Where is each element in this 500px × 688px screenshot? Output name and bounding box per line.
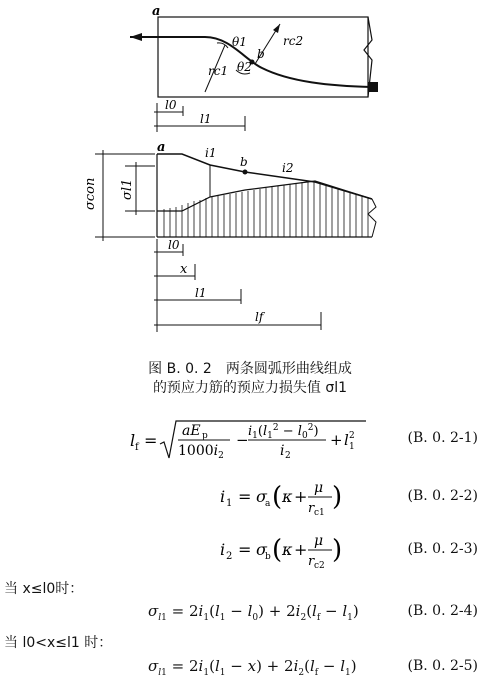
svg-text:1: 1: [349, 442, 355, 452]
svg-text:σ: σ: [256, 487, 267, 506]
svg-text:c2: c2: [314, 561, 325, 571]
svg-text:κ: κ: [282, 540, 293, 559]
label-theta2: θ2: [237, 60, 252, 74]
dim-x: x: [180, 262, 188, 277]
label-theta1: θ1: [232, 35, 247, 49]
svg-text:−: −: [236, 431, 249, 449]
condition-1: 当 x≤l0时：: [4, 581, 84, 597]
svg-text:i: i: [280, 443, 285, 459]
dim-l0-bottom: l0: [168, 238, 180, 252]
label-i1: i1: [205, 146, 217, 160]
equation-b023-formula: [220, 529, 370, 573]
label-rc2: rc2: [283, 34, 304, 48]
dim-l0-top: l0: [165, 98, 177, 112]
equation-b025: [0, 653, 500, 681]
equation-number-3: (B. 0. 2-3): [407, 541, 478, 557]
svg-text:+: +: [330, 431, 343, 449]
svg-text:1: 1: [226, 498, 233, 509]
svg-text:a: a: [265, 499, 271, 509]
svg-text:σ: σ: [256, 540, 267, 559]
equation-number-5: (B. 0. 2-5): [407, 658, 478, 674]
label-b-diagram: b: [240, 155, 248, 169]
svg-text:2: 2: [285, 451, 291, 461]
svg-text:): ): [332, 535, 343, 565]
anchorage: [368, 82, 378, 92]
equation-b023: [0, 529, 500, 569]
svg-text:): ): [332, 482, 343, 512]
svg-text:c1: c1: [314, 508, 325, 518]
svg-text:(: (: [272, 535, 283, 565]
figure-caption: [0, 360, 500, 398]
svg-text:μ: μ: [314, 480, 324, 496]
caption-line-2: 的预应力筋的预应力损失值 σl1: [152, 380, 348, 396]
equation-number-1: (B. 0. 2-1): [407, 430, 478, 446]
svg-text:μ: μ: [314, 533, 324, 549]
dim-l1-bottom: l1: [195, 286, 207, 300]
dim-lf: lf: [255, 310, 264, 324]
svg-text:b: b: [265, 552, 271, 562]
svg-text:l: l: [130, 431, 136, 450]
svg-text:aE: aE: [182, 423, 201, 439]
svg-text:2: 2: [349, 431, 355, 441]
equation-b021: [0, 418, 500, 461]
svg-text:+: +: [294, 540, 308, 559]
svg-text:r: r: [308, 554, 315, 569]
svg-text:=: =: [238, 487, 252, 506]
equation-b022: [0, 476, 500, 516]
condition-2: 当 l0<x≤l1 时：: [4, 635, 113, 651]
equation-b025-formula: $\sigma_{l1} = 2i_1(l_1 - x) + 2i_2(l_f - l_1)$: [148, 657, 357, 678]
svg-text:f: f: [135, 442, 139, 453]
equation-b021-formula: [130, 418, 370, 462]
svg-text:+: +: [294, 487, 308, 506]
dim-sigma-l1: σl1: [120, 178, 135, 200]
svg-text:(: (: [272, 482, 283, 512]
svg-text:i: i: [220, 487, 226, 506]
svg-text:=: =: [238, 540, 252, 559]
equation-b024-formula: $\sigma_{l1} = 2i_1(l_1 - l_0) + 2i_2(l_f - l_1)$: [148, 602, 359, 623]
dim-l1-top: l1: [200, 112, 212, 126]
caption-line-1: 图 B. 0. 2 两条圆弧形曲线组成: [148, 361, 352, 377]
equation-b022-formula: [220, 476, 370, 520]
svg-text:r: r: [308, 501, 315, 516]
label-a: a: [152, 4, 161, 19]
equation-number-4: (B. 0. 2-4): [407, 603, 478, 619]
svg-text:i: i: [220, 540, 226, 559]
svg-text:l: l: [344, 431, 349, 449]
dim-sigma-con: σcon: [83, 177, 98, 210]
svg-text:2: 2: [226, 551, 233, 562]
label-b-top: b: [257, 47, 265, 61]
label-i2: i2: [282, 161, 294, 175]
tendon-arrow: [130, 33, 142, 41]
label-rc1: rc1: [208, 64, 229, 78]
equation-b024: [0, 598, 500, 626]
svg-text:=: =: [144, 431, 158, 450]
svg-text:p: p: [202, 431, 208, 441]
svg-text:1000i2: $1000i_2$: [178, 443, 224, 461]
equation-number-2: (B. 0. 2-2): [407, 488, 478, 504]
label-a-diagram: a: [157, 140, 166, 155]
svg-text:i1(l12 − l02): $i_1(l_1^2 - l_0^2)$: [248, 423, 319, 441]
svg-text:κ: κ: [282, 487, 293, 506]
stress-diagram: [157, 154, 376, 237]
